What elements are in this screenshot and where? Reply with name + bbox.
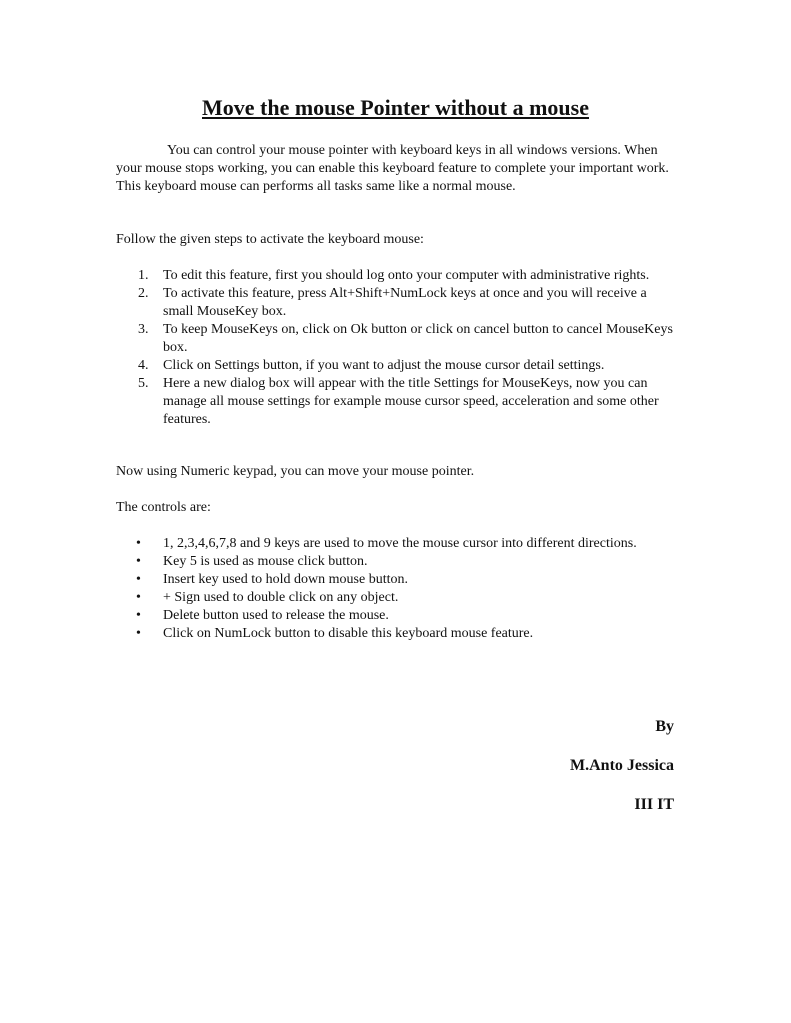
step-item — [116, 375, 676, 429]
step-number: 3. — [138, 322, 149, 337]
signature-by: By — [655, 718, 674, 735]
step-text: Click on Settings button, if you want to adjust the mouse cursor detail settings. — [163, 358, 605, 373]
control-item — [116, 625, 676, 643]
bullet-icon: • — [136, 608, 141, 623]
bullet-icon: • — [136, 590, 141, 605]
control-text: Click on NumLock button to disable this keyboard mouse feature. — [163, 626, 534, 641]
control-text: Key 5 is used as mouse click button. — [163, 554, 368, 569]
bullet-icon: • — [136, 536, 141, 551]
step-item — [116, 267, 676, 285]
signature-class: III IT — [634, 796, 674, 813]
control-item — [116, 589, 676, 607]
step-text: Here a new dialog box will appear with the title Settings for MouseKeys, now you can manage all mouse settings for example mouse cursor speed, acceleration and some other features. — [163, 376, 659, 427]
steps-list — [116, 267, 676, 429]
step-text: To activate this feature, press Alt+Shift+NumLock keys at once and you will receive a small MouseKey box. — [163, 286, 647, 319]
step-text: To keep MouseKeys on, click on Ok button or click on cancel button to cancel MouseKeys box. — [163, 322, 673, 355]
control-text: + Sign used to double click on any object. — [163, 590, 399, 605]
controls-list — [116, 535, 676, 643]
control-text: Delete button used to release the mouse. — [163, 608, 389, 623]
steps-intro: Follow the given steps to activate the keyboard mouse: — [116, 232, 424, 247]
step-item — [116, 357, 676, 375]
step-number: 1. — [138, 268, 149, 283]
control-item — [116, 571, 676, 589]
control-item — [116, 535, 676, 553]
control-item — [116, 553, 676, 571]
document-title — [0, 94, 791, 122]
signature-name: M.Anto Jessica — [570, 757, 674, 774]
document-title-text: Move the mouse Pointer without a mouse — [202, 95, 589, 120]
step-number: 2. — [138, 286, 149, 301]
step-text: To edit this feature, first you should log onto your computer with administrative rights. — [163, 268, 650, 283]
keypad-paragraph: Now using Numeric keypad, you can move your mouse pointer. — [116, 464, 475, 479]
bullet-icon: • — [136, 626, 141, 641]
control-item — [116, 607, 676, 625]
bullet-icon: • — [136, 554, 141, 569]
controls-intro: The controls are: — [116, 500, 211, 515]
step-item — [116, 285, 676, 321]
step-number: 4. — [138, 358, 149, 373]
control-text: 1, 2,3,4,6,7,8 and 9 keys are used to move the mouse cursor into different directions. — [163, 536, 637, 551]
intro-paragraph — [116, 142, 676, 196]
step-number: 5. — [138, 376, 149, 391]
bullet-icon: • — [136, 572, 141, 587]
control-text: Insert key used to hold down mouse button. — [163, 572, 408, 587]
step-item — [116, 321, 676, 357]
intro-text: You can control your mouse pointer with keyboard keys in all windows versions. When your mouse stops working, you can enable this keyboard feature to complete your important work. This keyboard mouse can performs all tasks same like a normal mouse. — [116, 143, 669, 194]
